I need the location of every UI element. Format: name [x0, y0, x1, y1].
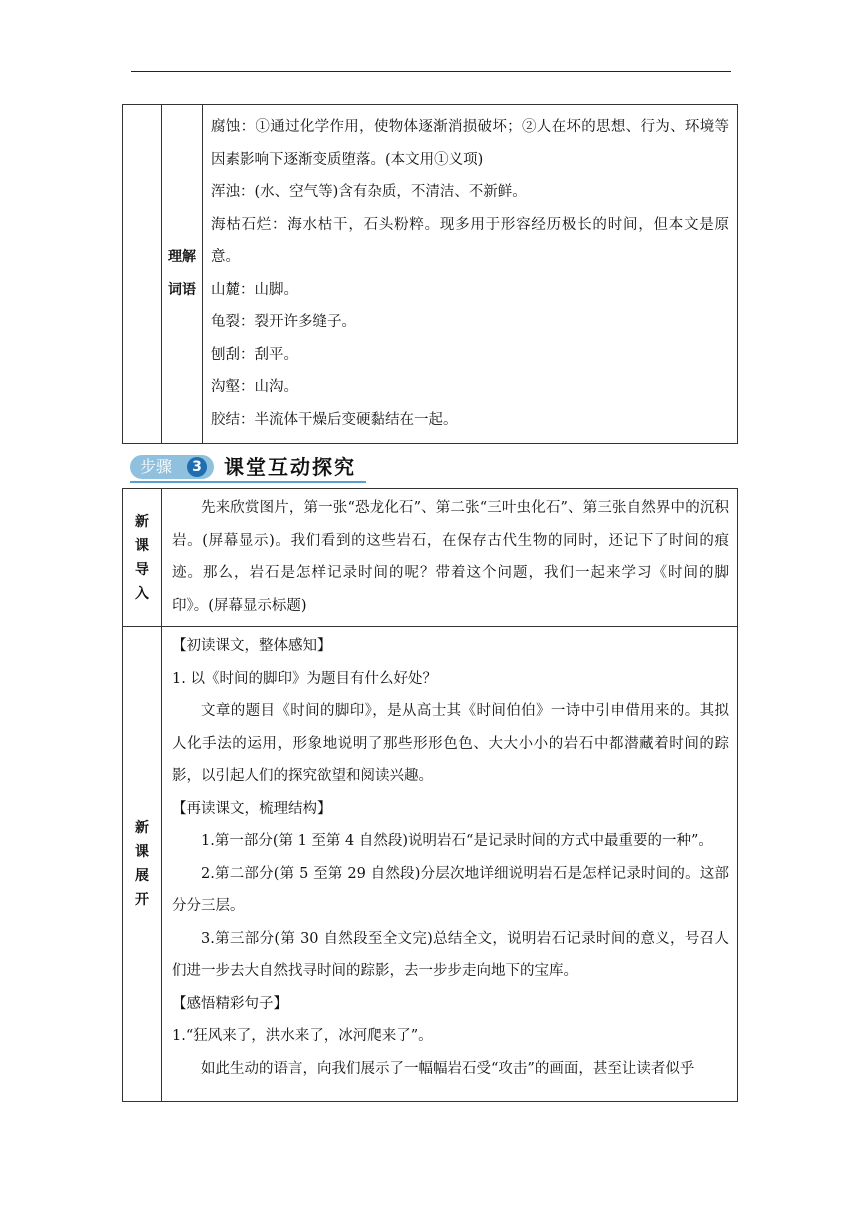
intro-text: 先来欣赏图片，第一张“恐龙化石”、第二张“三叶虫化石”、第三张自然界中的沉积岩。(屏幕显示)。我们看到的这些岩石，在保存古代生物的同时，还记下了时间的痕迹。那么，岩石是怎样记录时间的呢？带着这个问题，我们一起来学习《时间的脚印》。(屏幕显示标题): [172, 500, 729, 614]
vocab-item: 刨刮：刮平。: [211, 346, 298, 363]
answer: 如此生动的语言，向我们展示了一幅幅岩石受“攻击”的画面，甚至让读者似乎: [201, 1060, 695, 1077]
question: 1.“狂风来了，洪水来了，冰河爬来了”。: [172, 1028, 433, 1044]
vocab-item: 浑浊：(水、空气等)含有杂质，不清洁、不新鲜。: [211, 184, 527, 200]
vocab-item: 腐蚀：①通过化学作用，使物体逐渐消损破坏；②人在坏的思想、行为、环境等因素影响下逐渐变质堕落。(本文用①义项): [211, 119, 729, 168]
step-pill: [130, 455, 214, 479]
structure-item: 1.第一部分(第 1 至第 4 自然段)说明岩石“是记录时间的方式中最重要的一种”。: [201, 833, 713, 849]
intro-content: [162, 489, 738, 627]
step-underline: [130, 481, 366, 483]
structure-item: 2.第二部分(第 5 至第 29 自然段)分层次地详细说明岩石是怎样记录时间的。这部分分三层。: [172, 865, 729, 914]
vocab-item: 胶结：半流体干燥后变硬黏结在一起。: [211, 411, 458, 428]
section-heading: 【感悟精彩句子】: [172, 995, 288, 1012]
vocabulary-table: [122, 104, 738, 444]
blank-column-cell: [123, 105, 162, 444]
step-number-badge: 3: [187, 457, 207, 477]
step-banner: [130, 452, 390, 484]
step-title: 课堂互动探究: [224, 455, 356, 479]
header-rule: [131, 71, 731, 72]
develop-content: [162, 627, 738, 1102]
develop-label: 新 课 展 开: [123, 627, 162, 1102]
section-heading: 【再读课文，梳理结构】: [172, 800, 332, 817]
vocab-item: 海枯石烂：海水枯干，石头粉粹。现多用于形容经历极长的时间，但本文是原意。: [211, 216, 729, 265]
step-prefix: 步骤: [140, 457, 173, 476]
vocabulary-label: 理解 词语: [162, 105, 203, 444]
intro-label: 新 课 导 入: [123, 489, 162, 627]
lesson-table: [122, 488, 738, 1102]
question: 1. 以《时间的脚印》为题目有什么好处？: [172, 670, 437, 687]
vocab-item: 沟壑：山沟。: [211, 379, 298, 395]
vocab-item: 山麓：山脚。: [211, 281, 298, 298]
answer: 文章的题目《时间的脚印》，是从高士其《时间伯伯》一诗中引申借用来的。其拟人化手法的运用，形象地说明了那些形形色色、大大小小的岩石中都潜藏着时间的踪影，以引起人们的探究欲望和阅读兴趣。: [172, 703, 729, 784]
structure-item: 3.第三部分(第 30 自然段至全文完)总结全文，说明岩石记录时间的意义，号召人们进一步去大自然找寻时间的踪影，去一步步走向地下的宝库。: [172, 930, 729, 979]
section-heading: 【初读课文，整体感知】: [172, 638, 332, 654]
vocab-item: 龟裂：裂开许多缝子。: [211, 314, 356, 330]
vocabulary-content: [203, 105, 738, 444]
